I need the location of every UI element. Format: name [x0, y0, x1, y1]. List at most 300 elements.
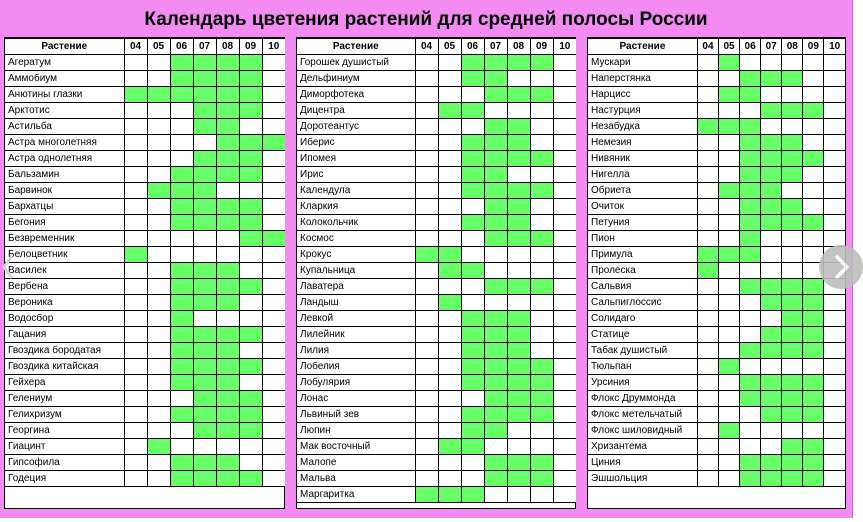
bloom-cell-off — [824, 119, 845, 135]
month-header-10: 10 — [553, 39, 576, 55]
plant-name: Мак восточный — [297, 439, 415, 455]
table-row — [297, 103, 576, 119]
bloom-cell-off — [824, 295, 845, 311]
plant-name: Циния — [588, 455, 697, 471]
bloom-cell-off — [415, 359, 438, 375]
bloom-cell-off — [824, 103, 845, 119]
plant-name: Ипомея — [297, 151, 415, 167]
bloom-cell-on — [170, 311, 193, 327]
bloom-cell-off — [697, 151, 718, 167]
bloom-cell-off — [553, 439, 576, 455]
table-row — [588, 423, 845, 439]
bloom-cell-off — [553, 295, 576, 311]
plant-name: Барвинок — [5, 183, 124, 199]
bloom-cell-off — [553, 423, 576, 439]
bloom-cell-off — [553, 487, 576, 503]
bloom-cell-on — [193, 471, 216, 487]
bloom-cell-off — [530, 311, 553, 327]
bloom-cell-off — [170, 423, 193, 439]
bloom-cell-on — [782, 295, 803, 311]
previous-slide-arrow[interactable] — [0, 252, 18, 282]
table-row — [588, 199, 845, 215]
bloom-cell-on — [170, 359, 193, 375]
month-header-08: 08 — [782, 39, 803, 55]
plant-name: Солидаго — [588, 311, 697, 327]
bloom-cell-off — [438, 199, 461, 215]
bloom-cell-off — [719, 343, 740, 359]
plant-name: Дицентра — [297, 103, 415, 119]
bloom-cell-off — [824, 407, 845, 423]
table-row — [5, 135, 285, 151]
bloom-cell-on — [719, 119, 740, 135]
bloom-cell-on — [782, 327, 803, 343]
bloom-cell-on — [507, 135, 530, 151]
table-row — [588, 71, 845, 87]
bloom-cell-off — [147, 247, 170, 263]
bloom-cell-off — [147, 231, 170, 247]
bloom-cell-off — [415, 135, 438, 151]
plant-name: Вероника — [5, 295, 124, 311]
bloom-cell-off — [147, 215, 170, 231]
bloom-cell-off — [530, 439, 553, 455]
table-row — [588, 151, 845, 167]
bloom-cell-off — [124, 343, 147, 359]
bloom-cell-off — [719, 391, 740, 407]
chevron-right-icon — [819, 245, 863, 289]
month-header-04: 04 — [415, 39, 438, 55]
table-row — [297, 391, 576, 407]
bloom-cell-on — [803, 471, 824, 487]
month-header-09: 09 — [803, 39, 824, 55]
bloom-cell-off — [824, 167, 845, 183]
bloom-cell-off — [415, 343, 438, 359]
bloom-cell-off — [697, 295, 718, 311]
table-row — [5, 295, 285, 311]
bloom-cell-off — [824, 439, 845, 455]
plant-name: Гацания — [5, 327, 124, 343]
plant-name: Водосбор — [5, 311, 124, 327]
plant-table-3 — [587, 37, 846, 509]
bloom-cell-off — [415, 71, 438, 87]
bloom-cell-on — [803, 103, 824, 119]
bloom-cell-off — [147, 471, 170, 487]
bloom-cell-off — [124, 423, 147, 439]
bloom-cell-off — [782, 247, 803, 263]
bloom-cell-on — [193, 375, 216, 391]
bloom-cell-on — [239, 471, 262, 487]
bloom-cell-off — [824, 343, 845, 359]
bloom-cell-on — [193, 167, 216, 183]
bloom-cell-off — [553, 391, 576, 407]
month-header-04: 04 — [697, 39, 718, 55]
plant-name: Пион — [588, 231, 697, 247]
plant-name: Малопе — [297, 455, 415, 471]
bloom-cell-off — [530, 247, 553, 263]
bloom-cell-on — [170, 375, 193, 391]
bloom-cell-on — [507, 231, 530, 247]
bloom-cell-off — [415, 279, 438, 295]
bloom-cell-on — [147, 183, 170, 199]
bloom-cell-on — [216, 407, 239, 423]
table-row — [5, 215, 285, 231]
bloom-cell-on — [782, 167, 803, 183]
bloom-cell-on — [461, 439, 484, 455]
plant-name: Незабудка — [588, 119, 697, 135]
bloom-cell-off — [553, 263, 576, 279]
bloom-cell-on — [761, 215, 782, 231]
bloom-cell-on — [782, 311, 803, 327]
bloom-cell-off — [507, 295, 530, 311]
bloom-cell-off — [553, 167, 576, 183]
bloom-cell-off — [697, 215, 718, 231]
bloom-cell-on — [740, 151, 761, 167]
bloom-cell-off — [124, 279, 147, 295]
bloom-cell-on — [803, 439, 824, 455]
bloom-cell-on — [530, 183, 553, 199]
plant-name: Очиток — [588, 199, 697, 215]
bloom-cell-off — [124, 391, 147, 407]
bloom-cell-on — [170, 167, 193, 183]
table-row — [588, 295, 845, 311]
next-slide-button[interactable] — [819, 245, 863, 289]
bloom-cell-off — [262, 199, 285, 215]
bloom-cell-off — [239, 439, 262, 455]
plant-name: Астра однолетняя — [5, 151, 124, 167]
bloom-cell-off — [803, 55, 824, 71]
bloom-cell-on — [782, 375, 803, 391]
bloom-cell-off — [262, 71, 285, 87]
bloom-cell-off — [216, 183, 239, 199]
bloom-cell-on — [484, 87, 507, 103]
bloom-cell-on — [461, 407, 484, 423]
plant-name: Купальница — [297, 263, 415, 279]
bloom-cell-on — [216, 151, 239, 167]
bloom-cell-off — [147, 55, 170, 71]
bloom-cell-off — [484, 439, 507, 455]
bloom-cell-off — [147, 199, 170, 215]
bloom-cell-on — [507, 455, 530, 471]
bloom-cell-off — [824, 151, 845, 167]
month-header-10: 10 — [262, 39, 285, 55]
bloom-cell-on — [193, 295, 216, 311]
table-row — [588, 439, 845, 455]
plant-name: Пролеска — [588, 263, 697, 279]
plant-name: Диморфотека — [297, 87, 415, 103]
bloom-cell-on — [803, 295, 824, 311]
bloom-cell-off — [193, 247, 216, 263]
bloom-cell-off — [415, 471, 438, 487]
bloom-cell-off — [262, 103, 285, 119]
bloom-cell-off — [761, 311, 782, 327]
bloom-cell-off — [530, 327, 553, 343]
plant-column-header: Растение — [5, 39, 124, 55]
bloom-cell-off — [824, 471, 845, 487]
bloom-cell-on — [507, 343, 530, 359]
bloom-cell-on — [740, 167, 761, 183]
bloom-cell-off — [553, 151, 576, 167]
bloom-cell-on — [484, 407, 507, 423]
table-row — [5, 103, 285, 119]
bloom-cell-off — [782, 263, 803, 279]
bloom-cell-on — [803, 151, 824, 167]
plant-name: Календула — [297, 183, 415, 199]
plant-name: Аммобиум — [5, 71, 124, 87]
bloom-cell-off — [170, 135, 193, 151]
bloom-cell-off — [761, 231, 782, 247]
bloom-cell-off — [193, 135, 216, 151]
table-row — [297, 279, 576, 295]
bloom-cell-on — [124, 247, 147, 263]
bloom-cell-off — [461, 295, 484, 311]
month-header-04: 04 — [124, 39, 147, 55]
table-row — [5, 327, 285, 343]
bloom-cell-off — [740, 327, 761, 343]
bloom-cell-on — [507, 151, 530, 167]
bloom-cell-off — [438, 71, 461, 87]
bloom-cell-on — [740, 87, 761, 103]
plant-name: Бегония — [5, 215, 124, 231]
bloom-cell-off — [147, 423, 170, 439]
bloom-cell-off — [697, 87, 718, 103]
bloom-cell-on — [147, 87, 170, 103]
plant-name: Тюльпан — [588, 359, 697, 375]
plant-name: Флокс метельчатый — [588, 407, 697, 423]
bloom-cell-off — [484, 295, 507, 311]
bloom-cell-on — [507, 327, 530, 343]
bloom-cell-on — [803, 215, 824, 231]
month-header-05: 05 — [147, 39, 170, 55]
bloom-cell-off — [553, 183, 576, 199]
header-row — [5, 39, 285, 55]
plant-name: Вербена — [5, 279, 124, 295]
bloom-cell-off — [824, 71, 845, 87]
bloom-cell-off — [761, 359, 782, 375]
bloom-cell-on — [803, 343, 824, 359]
bloom-cell-on — [803, 391, 824, 407]
bloom-cell-on — [239, 327, 262, 343]
plant-name: Крокус — [297, 247, 415, 263]
bloom-cell-off — [740, 263, 761, 279]
bloom-cell-off — [415, 455, 438, 471]
bloom-cell-on — [782, 343, 803, 359]
bloom-cell-off — [438, 375, 461, 391]
bloom-cell-off — [262, 311, 285, 327]
bloom-cell-off — [262, 471, 285, 487]
bloom-cell-off — [170, 247, 193, 263]
table-row — [297, 71, 576, 87]
plant-name: Годеция — [5, 471, 124, 487]
table-row — [5, 119, 285, 135]
bloom-cell-on — [740, 471, 761, 487]
bloom-cell-off — [124, 103, 147, 119]
table-row — [297, 119, 576, 135]
bloom-cell-off — [697, 391, 718, 407]
table-row — [5, 263, 285, 279]
bloom-cell-off — [719, 215, 740, 231]
bloom-cell-on — [193, 423, 216, 439]
month-header-08: 08 — [507, 39, 530, 55]
bloom-cell-off — [719, 263, 740, 279]
table-row — [588, 279, 845, 295]
bloom-cell-off — [262, 407, 285, 423]
bloom-cell-off — [216, 231, 239, 247]
bloom-cell-on — [415, 247, 438, 263]
bloom-cell-on — [216, 103, 239, 119]
plant-name: Василек — [5, 263, 124, 279]
bloom-cell-off — [147, 343, 170, 359]
bloom-cell-on — [782, 103, 803, 119]
bloom-cell-on — [530, 55, 553, 71]
bloom-cell-off — [239, 311, 262, 327]
plant-name: Гвоздика китайская — [5, 359, 124, 375]
plant-name: Доротеантус — [297, 119, 415, 135]
bloom-cell-on — [697, 119, 718, 135]
bloom-cell-off — [553, 311, 576, 327]
bloom-cell-on — [761, 295, 782, 311]
bloom-cell-on — [761, 343, 782, 359]
bloom-cell-off — [530, 135, 553, 151]
table-row — [588, 407, 845, 423]
bloom-cell-off — [740, 295, 761, 311]
bloom-cell-off — [803, 87, 824, 103]
plant-name: Нарцисс — [588, 87, 697, 103]
bloom-cell-on — [484, 279, 507, 295]
bloom-cell-off — [438, 135, 461, 151]
bloom-cell-on — [216, 55, 239, 71]
bloom-cell-off — [553, 103, 576, 119]
bloom-cell-on — [719, 183, 740, 199]
bloom-cell-off — [824, 55, 845, 71]
bloom-cell-off — [124, 135, 147, 151]
bloom-cell-off — [438, 359, 461, 375]
bloom-cell-on — [507, 215, 530, 231]
plant-name: Гейхера — [5, 375, 124, 391]
bloom-cell-on — [170, 471, 193, 487]
bloom-cell-off — [415, 311, 438, 327]
bloom-cell-off — [262, 423, 285, 439]
bloom-cell-on — [216, 71, 239, 87]
bloom-cell-off — [124, 407, 147, 423]
bloom-cell-off — [697, 311, 718, 327]
bloom-cell-off — [124, 55, 147, 71]
table-row — [5, 455, 285, 471]
bloom-cell-off — [124, 199, 147, 215]
bloom-cell-off — [740, 55, 761, 71]
bloom-cell-off — [740, 359, 761, 375]
bloom-cell-off — [719, 279, 740, 295]
bloom-cell-on — [239, 55, 262, 71]
bloom-cell-off — [461, 87, 484, 103]
bloom-cell-on — [170, 327, 193, 343]
bloom-cell-on — [438, 439, 461, 455]
bloom-cell-on — [193, 327, 216, 343]
table-row — [297, 343, 576, 359]
bloom-cell-on — [239, 231, 262, 247]
bloom-cell-on — [484, 55, 507, 71]
plant-name: Немезия — [588, 135, 697, 151]
plant-name: Гипсофила — [5, 455, 124, 471]
bloom-cell-on — [147, 439, 170, 455]
table-row — [297, 183, 576, 199]
bloom-cell-off — [415, 327, 438, 343]
bloom-cell-off — [824, 199, 845, 215]
table-row — [297, 231, 576, 247]
bloom-cell-off — [824, 455, 845, 471]
plant-name: Бархатцы — [5, 199, 124, 215]
bloom-cell-off — [415, 407, 438, 423]
bloom-cell-off — [719, 167, 740, 183]
bloom-cell-off — [438, 343, 461, 359]
bloom-cell-on — [761, 135, 782, 151]
bloom-cell-off — [697, 55, 718, 71]
bloom-cell-off — [170, 103, 193, 119]
bloom-cell-off — [761, 263, 782, 279]
bloom-cell-on — [484, 119, 507, 135]
bloom-cell-on — [239, 167, 262, 183]
bloom-cell-off — [147, 295, 170, 311]
bloom-cell-off — [719, 407, 740, 423]
bloom-cell-off — [124, 327, 147, 343]
bloom-cell-off — [124, 71, 147, 87]
bloom-cell-on — [239, 407, 262, 423]
bloom-cell-on — [484, 375, 507, 391]
plant-name: Наперстянка — [588, 71, 697, 87]
month-header-07: 07 — [193, 39, 216, 55]
bloom-cell-off — [193, 311, 216, 327]
table-row — [297, 135, 576, 151]
bloom-cell-off — [239, 343, 262, 359]
plant-name: Иберис — [297, 135, 415, 151]
plant-name: Урсиния — [588, 375, 697, 391]
bloom-cell-off — [147, 135, 170, 151]
bloom-cell-on — [193, 391, 216, 407]
plant-name: Горошек душистый — [297, 55, 415, 71]
bloom-cell-off — [553, 327, 576, 343]
bloom-cell-off — [824, 375, 845, 391]
header-row — [297, 39, 576, 55]
bloom-cell-off — [262, 151, 285, 167]
bloom-cell-on — [530, 455, 553, 471]
bloom-cell-on — [484, 215, 507, 231]
bloom-cell-off — [461, 247, 484, 263]
bloom-cell-on — [170, 71, 193, 87]
bloom-cell-on — [216, 343, 239, 359]
bloom-cell-on — [193, 119, 216, 135]
bloom-cell-off — [803, 199, 824, 215]
plant-name: Бальзамин — [5, 167, 124, 183]
table-row — [588, 375, 845, 391]
bloom-table — [297, 38, 576, 503]
bloom-cell-on — [216, 327, 239, 343]
bloom-cell-off — [697, 327, 718, 343]
bloom-cell-off — [697, 343, 718, 359]
bloom-cell-off — [147, 375, 170, 391]
bloom-cell-off — [507, 167, 530, 183]
bloom-cell-on — [216, 295, 239, 311]
bloom-cell-off — [824, 135, 845, 151]
plant-name: Лаватера — [297, 279, 415, 295]
plant-table-2 — [296, 37, 576, 509]
bloom-cell-off — [782, 231, 803, 247]
plant-name: Лобулярия — [297, 375, 415, 391]
plant-name: Обриета — [588, 183, 697, 199]
plant-column-header: Растение — [588, 39, 697, 55]
bloom-cell-off — [415, 151, 438, 167]
bloom-cell-on — [461, 151, 484, 167]
bloom-cell-off — [740, 423, 761, 439]
bloom-cell-off — [147, 359, 170, 375]
bloom-cell-on — [740, 343, 761, 359]
